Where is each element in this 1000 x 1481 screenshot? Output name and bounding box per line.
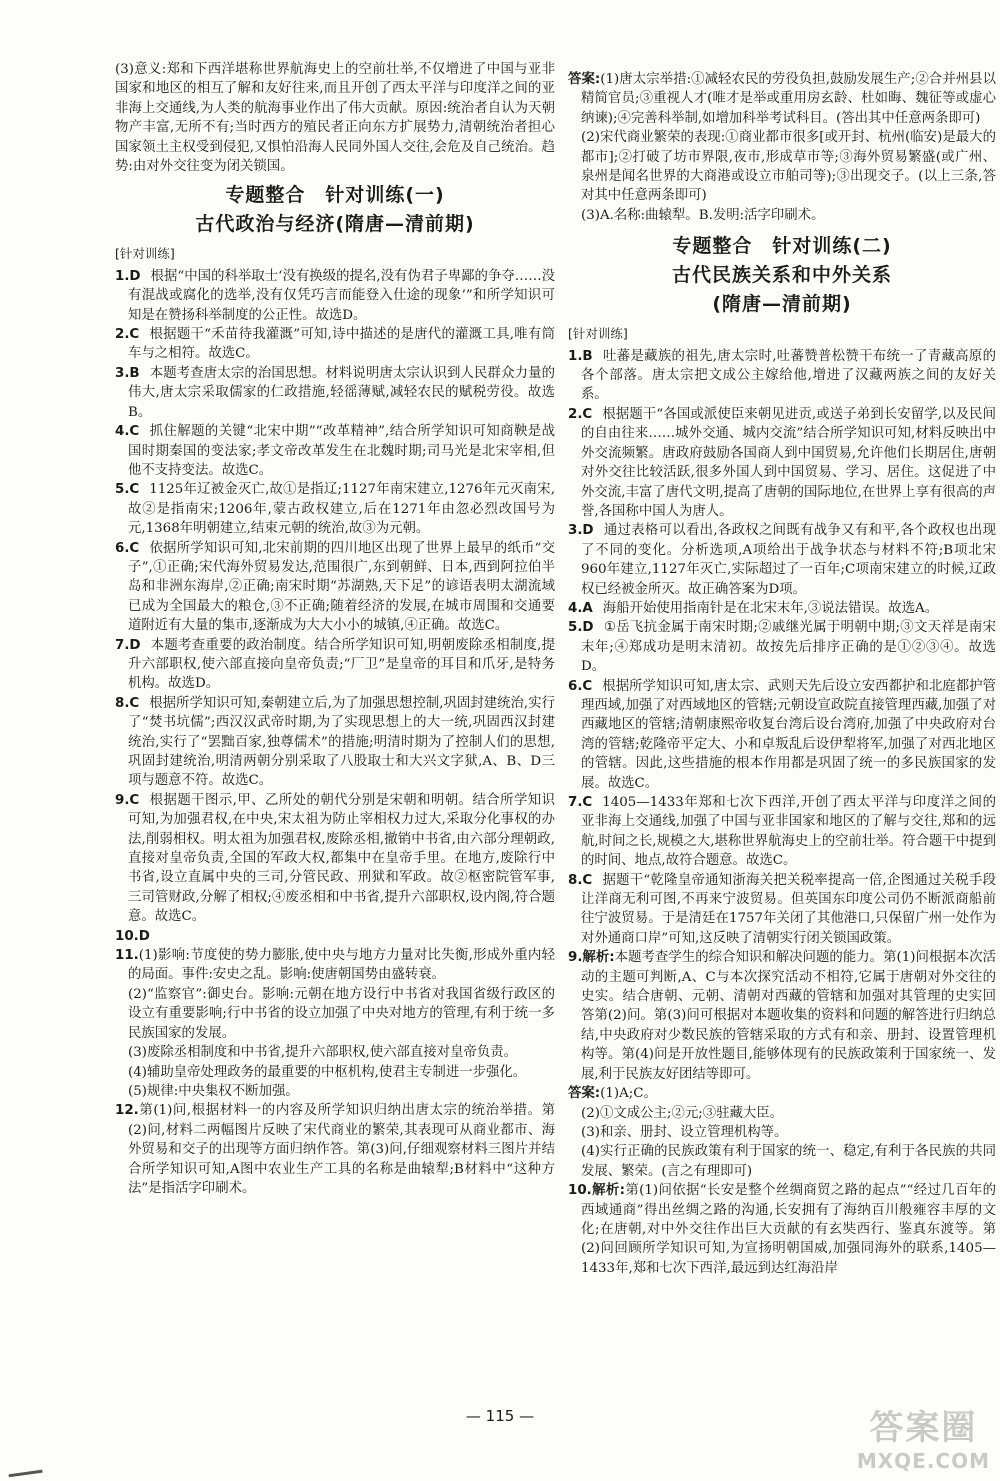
pen-mark xyxy=(7,1462,42,1478)
answer-item-text: 根据题干“各国或派使臣来朝见进贡,或送子弟到长安留学,以及民间的自由往来……城外交通、城内交流”结合所学知识可知,材料反映出中外交流频繁。唐政府鼓励各国商人到中国贸易,允许他们长期居住,唐朝对外交往比较活跃,很多外国人到中国贸易、学习、居住。这促进了中外交流,丰富了唐代文明,提高了唐朝的国际地位,在世界上享有很高的声誉,各国称中国人为唐人。 xyxy=(581,406,996,519)
answer-item xyxy=(115,325,555,364)
question-10 xyxy=(568,1181,996,1278)
answer-line-text: (1)影响:节度使的势力膨胀,使中央与地方力量对比失衡,形成外重内轻的局面。事件:安史之乱。影响:使唐朝国势由盛转衰。 xyxy=(128,948,555,983)
practice-tag-1: [针对训练] xyxy=(115,246,175,262)
answer-item xyxy=(115,267,555,325)
answer-item-text: 根据“中国的科举取士‘没有换级的提名,没有伪君子卑鄙的争夺……没有混战或腐化的选举,没有仅凭巧言而能登入仕途的现象’”和所学知识可知是在赞扬科举制度的公正性。故选D。 xyxy=(128,268,555,323)
answer-item xyxy=(115,480,555,538)
question-10-label: 10.解析: xyxy=(568,1183,625,1199)
answer-item xyxy=(568,677,996,793)
answer-item xyxy=(568,521,996,599)
answer-item-text: 1125年辽被金灭亡,故①是指辽;1127年南宋建立,1276年元灭南宋,故②是指南宋;1206年,蒙古政权建立,后在1271年由忽必烈改国号为元,1368年明朝建立,结束元朝的统治,故③为元朝。 xyxy=(128,482,555,537)
answer-item-text: 根据所学知识可知,唐太宗、武则天先后设立安西都护和北庭都护管理西域,加强了对西域地区的管辖;元朝设宣政院直接管理西藏,加强了对西藏地区的管辖;清朝康熙帝收复台湾后设台湾府,加强了中央政府对台湾的管辖;乾隆帝平定大、小和卓叛乱后设伊犁将军,加强了对西北地区的管辖。因此,这些措施的根本作用都是巩固了统一的多民族国家的发展。故选C。 xyxy=(581,678,996,791)
answer-block-9 xyxy=(568,1084,996,1181)
answer-line xyxy=(115,985,555,1043)
answer-line xyxy=(115,1063,555,1082)
question-9-text: 本题考查学生的综合知识和解决问题的能力。第(1)问根据本次活动的主题可判断,A、C与本次探究活动不相符,它属于唐朝对外交往的史实。结合唐朝、元朝、清朝对西藏的管辖和加强对其管理的史实回答第(2)问。第(3)问可根据对本题收集的资料和问题的解答进行归纳总结,中央政府对少数民族的管辖采取的方式有和亲、册封、设置管理机构等。第(4)问是开放性题目,能够体现有的民族政策利于国家统一、发展,利于民族友好团结等即可。 xyxy=(581,950,997,1082)
answer-line xyxy=(115,946,555,985)
answer-line xyxy=(115,1082,555,1101)
answer-item xyxy=(115,927,555,946)
answer-item xyxy=(568,347,996,405)
answer-item-text: 根据题干图示,甲、乙所处的朝代分别是宋朝和明朝。结合所学知识可知,为加强君权,在中央,宋太祖为防止宰相权力过大,采取分化事权的办法,削弱相权。明太祖为加强君权,废除丞相,撤销中书省,由六部分理朝政,直接对皇帝负责,全国的军政大权,都集中在皇帝手里。在地方,废除行中书省,设立直属中央的三司,分管民政、刑狱和军政。故②枢密院管军事,三司管财政,分解了相权;④废丞相和中书省,提升六部职权,设内阁,符合题意。故选C。 xyxy=(128,792,555,925)
answer-item-number: 1.B xyxy=(568,348,593,364)
answer-item-text: ①岳飞抗金属于南宋时期;②戚继光属于明朝中期;③文天祥是南宋末年;④郑成功是明末清初。故按先后排序正确的是①②③④。故选D。 xyxy=(581,620,996,675)
question-9 xyxy=(568,948,996,1084)
answer-item-number: 1.D xyxy=(115,268,141,284)
answer-line xyxy=(568,1142,996,1181)
page-number: — 115 — xyxy=(465,1407,535,1425)
answer-item-number: 2.C xyxy=(568,406,593,422)
answer-item-text: 通过表格可以看出,各政权之间既有战争又有和平,各个政权也出现了不同的变化。分析选项,A项给出于战争状态与材料不符;B项北宋960年建立,1127年灭亡,实际超过了一百年;C项南宋建立的时候,辽政权已经被金所灭。故正确答案为D项。 xyxy=(581,523,996,597)
answer-line-text: (3)废除丞相制度和中书省,提升六部职权,使六部直接对皇帝负责。 xyxy=(128,1045,518,1061)
section-heading-2c: (隋唐—清前期) xyxy=(712,293,852,316)
answer-line xyxy=(568,1104,996,1123)
watermark-logo xyxy=(857,1400,990,1473)
answer-item-number: 10.D xyxy=(115,928,150,944)
answer-item-text: 依据所学知识可知,北宋前期的四川地区出现了世界上最早的纸币“交子”,①正确;宋代海外贸易发达,范围很广,东到朝鲜、日本,西到阿拉伯半岛和非洲东海岸,②正确;南宋时期“苏湖熟,天下足”的谚语表明太湖流域已成为全国最大的粮仓,③不正确;随着经济的发展,在城市周围和交通要道附近有大量的集市,逐渐成为大大小小的城镇,④正确。故选C。 xyxy=(128,540,555,634)
answer-item-text: 根据所学知识可知,秦朝建立后,为了加强思想控制,巩固封建统治,实行了“焚书坑儒”;西汉汉武帝时期,为了实现思想上的大一统,巩固西汉封建统治,实行了“罢黜百家,独尊儒术”的措施;明清时期为了控制人们的思想,巩固封建统治,明清两朝分别采取了八股取士和大兴文字狱,A、B、D三项与题意不符。故选C。 xyxy=(128,695,555,789)
watermark-line-1: 答案圈 xyxy=(869,1408,978,1448)
answer-line-text: (1)A;C。 xyxy=(600,1086,657,1102)
answer-list-2 xyxy=(568,347,996,949)
section-heading-1a: 专题整合 针对训练(一) xyxy=(225,184,445,207)
answer-item-text: 本题考查重要的政治制度。结合所学知识可知,明朝废除丞相制度,提升六部职权,使六部直接向皇帝负责;“厂卫”是皇帝的耳目和爪牙,是特务机构。故选D。 xyxy=(128,637,555,692)
answer-line-label: 答案: xyxy=(568,72,601,87)
question-12-number: 12. xyxy=(115,1103,139,1119)
answer-item xyxy=(568,405,996,521)
answer-item-text: 根据题干“禾苗待我灌溉”可知,诗中描述的是唐代的灌溉工具,唯有筒车与之相符。故选C。 xyxy=(128,327,555,362)
answer-item-number: 6.C xyxy=(568,678,593,694)
answer-item-text: 据题干“乾隆皇帝通知浙海关把关税率提高一倍,企图通过关税手段让洋商无利可图,不再来宁波贸易。但英国东印度公司仍不断派商船前往宁波贸易。于是清廷在1757年关闭了其他港口,只保留广州一处作为对外通商口岸”可知,这反映了清朝实行闭关锁国政策。 xyxy=(581,872,996,946)
answer-item-text: 1405—1433年郑和七次下西洋,开创了西太平洋与印度洋之间的亚非海上交通线,加强了中国与亚非国家和地区的了解与交往,郑和的远航,时间之长,规模之大,堪称世界航海史上的空前壮举。符合题干中提到的时间、地点,故符合题意。故选C。 xyxy=(581,795,996,869)
answer-item-text: 吐蕃是藏族的祖先,唐太宗时,吐蕃赞普松赞干布统一了青藏高原的各个部落。唐太宗把文成公主嫁给他,增进了汉藏两族之间的友好关系。 xyxy=(581,348,996,403)
question-11 xyxy=(115,946,555,1101)
answer-line-text: (3)和亲、册封、设立管理机构等。 xyxy=(581,1124,788,1140)
section-heading-2b: 古代民族关系和中外关系 xyxy=(671,264,892,287)
question-12 xyxy=(115,1101,555,1198)
answer-item xyxy=(115,694,555,791)
answer-item xyxy=(115,791,555,927)
answer-line xyxy=(568,1084,996,1103)
answer-item-number: 3.D xyxy=(568,523,594,539)
answer-line-text: (2)“监察官”:御史台。影响:元朝在地方设行中书省对我国省级行政区的设立有重要影响;行中书省的设立加强了中央对地方的管理,有利于统一多民族国家的发展。 xyxy=(128,986,555,1041)
answer-list-1 xyxy=(115,267,555,946)
question-12-text: 第(1)问,根据材料一的内容及所学知识归纳出唐太宗的统治举措。第(2)问,材料二两幅图片反映了宋代商业的繁荣,其表现可从商业都市、海外贸易和交子的出现等方面归纳作答。第(3)问,仔细观察材料三图片并结合所学知识可知,A图中农业生产工具的名称是曲辕犁;B材料中“这种方法”是指活字印刷术。 xyxy=(128,1103,555,1196)
answer-item-number: 7.C xyxy=(568,795,593,810)
answer-line-text: (3)A.名称:曲辕犁。B.发明:活字印刷术。 xyxy=(581,207,825,223)
answer-item-number: 8.C xyxy=(115,695,140,711)
answer-item xyxy=(115,636,555,694)
answer-line-text: (5)规律:中央集权不断加强。 xyxy=(128,1083,299,1099)
answer-item-number: 5.D xyxy=(568,620,594,636)
left-column xyxy=(115,60,555,1198)
answer-line-text: (2)宋代商业繁荣的表现:①商业都市很多[或开封、杭州(临安)是最大的都市];②打破了坊市界限,夜市,形成草市等;③海外贸易繁盛(或广州、泉州是闻名世界的大商港或设立市舶司等);③出现交子。(以上三条,答对其中任意两条即可) xyxy=(581,130,996,204)
answer-line-text: (2)①文成公主;②元;③驻藏大臣。 xyxy=(581,1105,784,1121)
answer-line-text: (4)辅助皇帝处理政务的最重要的中枢机构,使君主专制进一步强化。 xyxy=(128,1064,527,1080)
answer-item-number: 3.B xyxy=(115,365,140,381)
answer-item-number: 5.C xyxy=(115,482,140,498)
answer-item-text: 抓住解题的关键“北宋中期”“改革精神”,结合所学知识可知商鞅是战国时期秦国的变法家;孝文帝改革发生在北魏时期;司马光是北宋宰相,但他不支持变法。故选C。 xyxy=(128,424,555,478)
answer-item xyxy=(568,793,996,871)
answer-item-number: 4.A xyxy=(568,600,593,616)
answer-item xyxy=(568,618,996,676)
question-9-label: 9.解析: xyxy=(568,950,615,966)
answer-line-label: 答案: xyxy=(568,1086,601,1102)
answer-item-number: 8.C xyxy=(568,872,593,888)
section-heading-1b: 古代政治与经济(隋唐—清前期) xyxy=(195,213,475,236)
answer-line xyxy=(568,128,996,206)
watermark-line-2: MXQE.COM xyxy=(856,1449,990,1473)
answer-line xyxy=(568,206,996,225)
answer-line-text: (1)唐太宗举措:①减轻农民的劳役负担,鼓励发展生产;②合并州县以精简官员;③重视人才(唯才是举或重用房玄龄、杜如晦、魏征等或虚心纳谏);④完善科举制,如增加科举考试科目。(答出其中任意两条即可) xyxy=(581,72,996,126)
answer-item-number: 4.C xyxy=(115,424,140,440)
answer-item-number: 9.C xyxy=(115,792,140,808)
section-heading-2a: 专题整合 针对训练(二) xyxy=(672,235,892,258)
intro-paragraph: (3)意义:郑和下西洋堪称世界航海史上的空前壮举,不仅增进了中国与亚非国家和地区的相互了解和友好往来,而且开创了西太平洋与印度洋之间的亚非海上交通线,为人类的航海事业作出了伟大贡献。原因:统治者自认为天朝物产丰富,无所不有;当时西方的殖民者正向东方扩展势力,清朝统治者担心国家领土主权受到侵犯,又惧怕沿海人民同外国人交往,会危及自己统治。趋势:由对外交往变为闭关锁国。 xyxy=(115,62,555,175)
answer-item-number: 2.C xyxy=(115,327,140,343)
answer-item xyxy=(115,364,555,422)
answer-item xyxy=(115,422,555,480)
practice-tag-2: [针对训练] xyxy=(568,326,628,342)
answer-item-text: 海船开始使用指南针是在北宋末年,③说法错误。故选A。 xyxy=(602,600,939,616)
answer-item xyxy=(115,539,555,636)
answer-line xyxy=(568,1123,996,1142)
answer-line-text: (4)实行正确的民族政策有利于国家的统一、稳定,有利于各民族的共同发展、繁荣。(言之有理即可) xyxy=(581,1144,996,1179)
answer-item xyxy=(568,871,996,949)
right-column xyxy=(568,70,996,1278)
answer-item-number: 6.C xyxy=(115,540,140,556)
answer-block-12 xyxy=(568,70,996,225)
answer-line-label: 11. xyxy=(115,948,139,964)
answer-item xyxy=(568,599,996,618)
answer-item-text: 本题考查唐太宗的治国思想。材料说明唐太宗认识到人民群众力量的伟大,唐太宗采取儒家的仁政措施,轻徭薄赋,减轻农民的赋税劳役。故选B。 xyxy=(128,365,555,420)
answer-line xyxy=(568,70,996,128)
answer-line xyxy=(115,1043,555,1062)
answer-item-number: 7.D xyxy=(115,637,141,653)
question-10-text: 第(1)问依据“长安是整个丝绸商贸之路的起点”“经过几百年的西域通商”得出丝绸之路的沟通,长安拥有了海纳百川般雍容丰厚的文化;在唐朝,对中外交往作出巨大贡献的有玄奘西行、鉴真东渡等。第(2)问回顾所学知识可知,为宣扬明朝国威,加强同海外的联系,1405—1433年,郑和七次下西洋,最远到达红海沿岸 xyxy=(581,1183,996,1276)
